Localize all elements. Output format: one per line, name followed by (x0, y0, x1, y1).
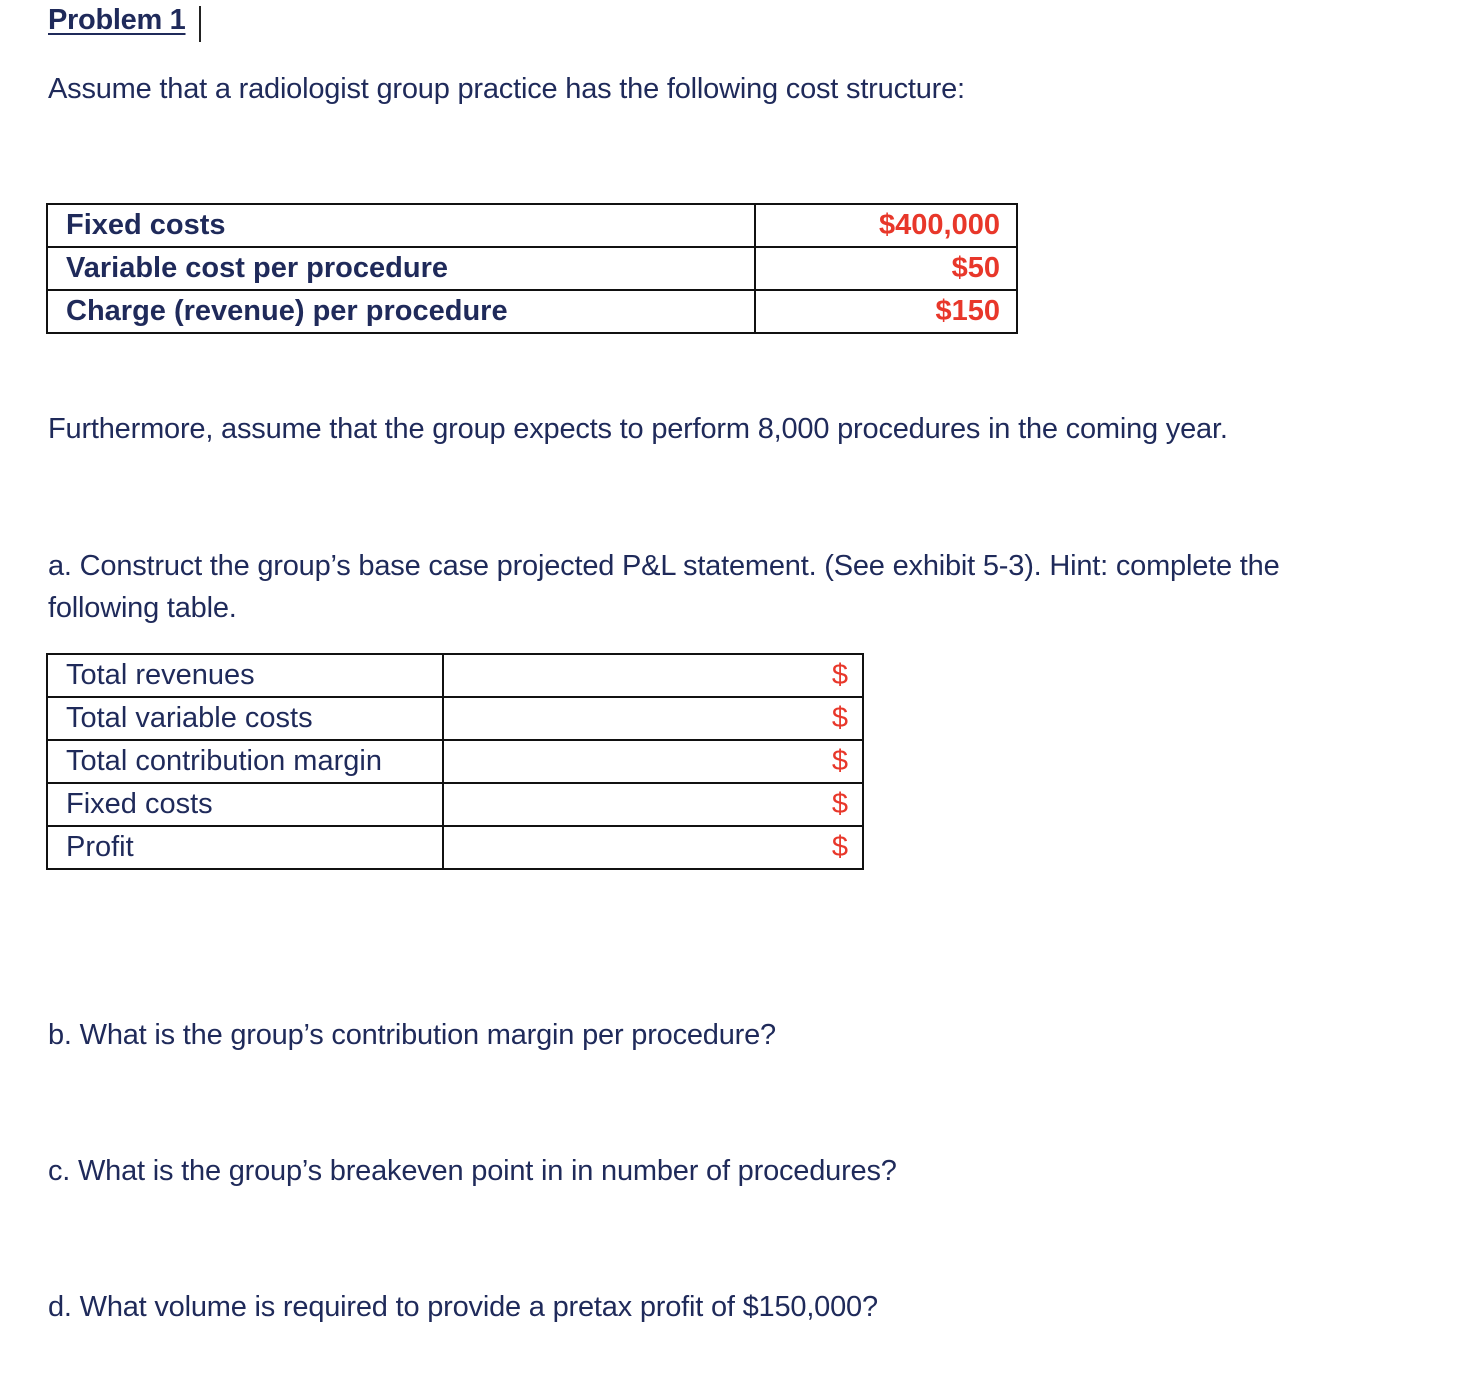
total-revenues-label: Total revenues (47, 654, 443, 697)
table-row (47, 204, 1017, 247)
table-row (47, 826, 863, 869)
profit-input-cell[interactable]: $ (443, 826, 863, 869)
table-row (47, 290, 1017, 333)
problem-title: Problem 1 (48, 4, 186, 36)
table-row (47, 654, 863, 697)
charge-label: Charge (revenue) per procedure (47, 290, 755, 333)
total-contribution-margin-input-cell[interactable]: $ (443, 740, 863, 783)
text-cursor (199, 6, 201, 42)
table-row (47, 697, 863, 740)
fixed-costs-value: $400,000 (755, 204, 1017, 247)
table-row (47, 783, 863, 826)
table-row (47, 740, 863, 783)
question-a-line1: a. Construct the group’s base case projected P&L statement. (See exhibit 5-3). Hint: complete the (48, 550, 1280, 582)
question-c-text: c. What is the group’s breakeven point in in number of procedures? (48, 1155, 897, 1187)
charge-value: $150 (755, 290, 1017, 333)
fixed-costs-input-cell[interactable]: $ (443, 783, 863, 826)
intro-text: Assume that a radiologist group practice has the following cost structure: (48, 73, 965, 105)
profit-label: Profit (47, 826, 443, 869)
volume-assumption-text: Furthermore, assume that the group expects to perform 8,000 procedures in the coming year. (48, 413, 1228, 445)
variable-cost-label: Variable cost per procedure (47, 247, 755, 290)
fixed-costs-pl-label: Fixed costs (47, 783, 443, 826)
total-contribution-margin-label: Total contribution margin (47, 740, 443, 783)
question-a-line2: following table. (48, 592, 237, 624)
variable-cost-value: $50 (755, 247, 1017, 290)
question-b-text: b. What is the group’s contribution margin per procedure? (48, 1019, 776, 1051)
fixed-costs-label: Fixed costs (47, 204, 755, 247)
total-revenues-input-cell[interactable]: $ (443, 654, 863, 697)
total-variable-costs-label: Total variable costs (47, 697, 443, 740)
cost-structure-table (46, 203, 1018, 334)
pl-statement-table (46, 653, 864, 870)
question-d-text: d. What volume is required to provide a pretax profit of $150,000? (48, 1291, 878, 1323)
total-variable-costs-input-cell[interactable]: $ (443, 697, 863, 740)
table-row (47, 247, 1017, 290)
